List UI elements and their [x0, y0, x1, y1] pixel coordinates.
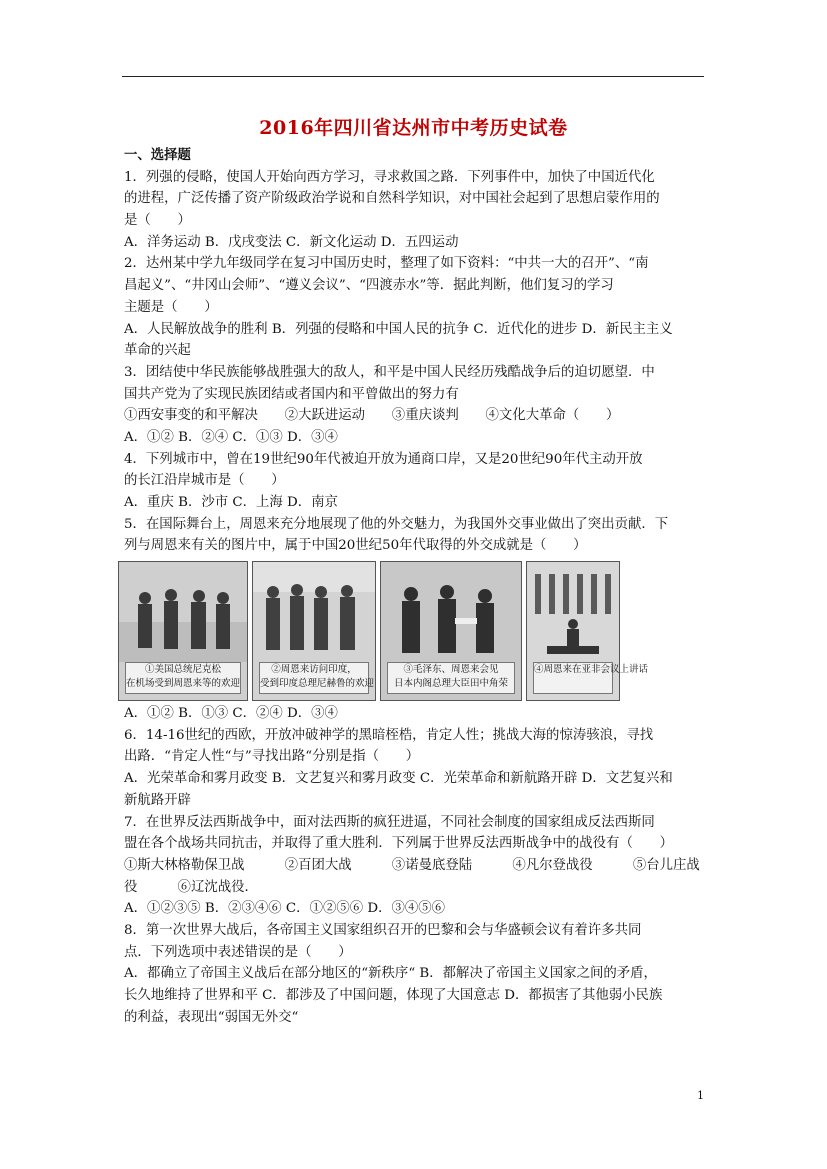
- question-4-options: A．重庆 B．沙市 C．上海 D．南京: [124, 495, 338, 510]
- question-1-text: 1．列强的侵略，使国人开始向西方学习，寻求救国之路．下列事件中，加快了中国近代化: [124, 169, 655, 185]
- photo-3-caption: ③毛泽东、周恩来会见 日本内阁总理大臣田中角荣: [387, 662, 515, 694]
- photo-1-caption: ①美国总统尼克松 在机场受到周恩来等的欢迎: [125, 662, 241, 694]
- question-6-text: 出路．“肯定人性“与”寻找出路“分别是指（ ）: [124, 749, 420, 765]
- question-7-text: 7．在世界反法西斯战争中，面对法西斯的疯狂进逼，不同社会制度的国家组成反法西斯同: [124, 814, 655, 830]
- question-1-text: 是（ ）: [124, 213, 191, 229]
- header-rule: [122, 76, 704, 77]
- page-number: 1: [697, 1089, 704, 1102]
- photo-3: [380, 561, 522, 701]
- photo-2: [252, 561, 376, 701]
- question-1-options: A．洋务运动 B．戊戌变法 C．新文化运动 D．五四运动: [124, 234, 459, 250]
- question-7-options: A．①②③⑤ B．②③④⑥ C．①②⑤⑥ D．③④⑤⑥: [124, 901, 446, 917]
- question-7-text: ①斯大林格勒保卫战 ②百团大战 ③诺曼底登陆 ④凡尔登战役 ⑤台儿庄战: [124, 857, 700, 873]
- photo-4: [526, 561, 649, 701]
- question-8-options: 长久地维持了世界和平 C．都涉及了中国问题，体现了大国意志 D．都损害了其他弱小民族: [124, 988, 663, 1003]
- question-7-text: 役 ⑥辽沈战役．: [124, 879, 258, 895]
- photo-1: [118, 561, 248, 701]
- question-8-options: 的利益，表现出“弱国无外交“: [124, 1009, 299, 1025]
- question-5-options: A．①② B．①③ C．②④ D．③④: [124, 706, 338, 722]
- question-4-text: 的长江沿岸城市是（ ）: [124, 473, 285, 489]
- question-4-text: 4．下列城市中，曾在19世纪90年代被迫开放为通商口岸，又是20世纪90年代主动开放: [124, 451, 643, 467]
- section-heading: 一、选择题: [124, 147, 191, 163]
- question-2-text: 昌起义”、“井冈山会师”、“遵义会议”、“四渡赤水”等．据此判断，他们复习的学习: [124, 278, 614, 294]
- question-6-options: A．光荣革命和雾月政变 B．文艺复兴和雾月政变 C．光荣革命和新航路开辟 D．文艺复兴和: [124, 771, 673, 787]
- photo-4-caption: ④周恩来在亚非会议上讲话: [533, 662, 613, 694]
- question-7-text: 盟在各个战场共同抗击，并取得了重大胜利．下列属于世界反法西斯战争中的战役有（ ）: [124, 836, 674, 852]
- exam-content: [124, 145, 708, 1028]
- photo-2-caption: ②周恩来访问印度， 受到印度总理尼赫鲁的欢迎: [259, 662, 369, 694]
- question-3-text: ①西安事变的和平解决 ②大跃进运动 ③重庆谈判 ④文化大革命（ ）: [124, 408, 620, 424]
- question-2-text: 主题是（ ）: [124, 299, 218, 315]
- question-2-options: A．人民解放战争的胜利 B．列强的侵略和中国人民的抗争 C．近代化的进步 D．新民主主义: [124, 321, 673, 337]
- question-6-text: 6．14-16世纪的西欧，开放冲破神学的黑暗桎梏，肯定人性；挑战大海的惊涛骇浪，寻找: [124, 727, 654, 743]
- question-3-options: A．①② B．②④ C．①③ D．③④: [124, 429, 338, 445]
- question-1-text: 的进程，广泛传播了资产阶级政治学说和自然科学知识，对中国社会起到了思想启蒙作用的: [124, 191, 660, 207]
- question-3-text: 国共产党为了实现民族团结或者国内和平曾做出的努力有: [124, 386, 459, 402]
- question-8-options: A．都确立了帝国主义战后在部分地区的“新秩序“ B．都解决了帝国主义国家之间的矛盾，: [124, 966, 657, 982]
- question-5-text: 列与周恩来有关的图片中，属于中国20世纪50年代取得的外交成就是（ ）: [124, 538, 587, 554]
- question-5-text: 5．在国际舞台上，周恩来充分地展现了他的外交魅力，为我国外交事业做出了突出贡献．下: [124, 516, 669, 532]
- question-2-text: 2．达州某中学九年级同学在复习中国历史时，整理了如下资料：“中共一大的召开”、“南: [124, 256, 649, 272]
- page-title: 2016年四川省达州市中考历史试卷: [259, 117, 568, 139]
- question-6-options: 新航路开辟: [124, 792, 191, 808]
- question-8-text: 8．第一次世界大战后，各帝国主义国家组织召开的巴黎和会与华盛顿会议有着许多共同: [124, 922, 642, 938]
- question-8-text: 点．下列选项中表述错误的是（ ）: [124, 944, 352, 960]
- question-2-options: 革命的兴起: [124, 343, 191, 359]
- question-3-text: 3．团结使中华民族能够战胜强大的敌人，和平是中国人民经历残酷战争后的迫切愿望．中: [124, 364, 655, 380]
- question-5-photos: [118, 561, 708, 701]
